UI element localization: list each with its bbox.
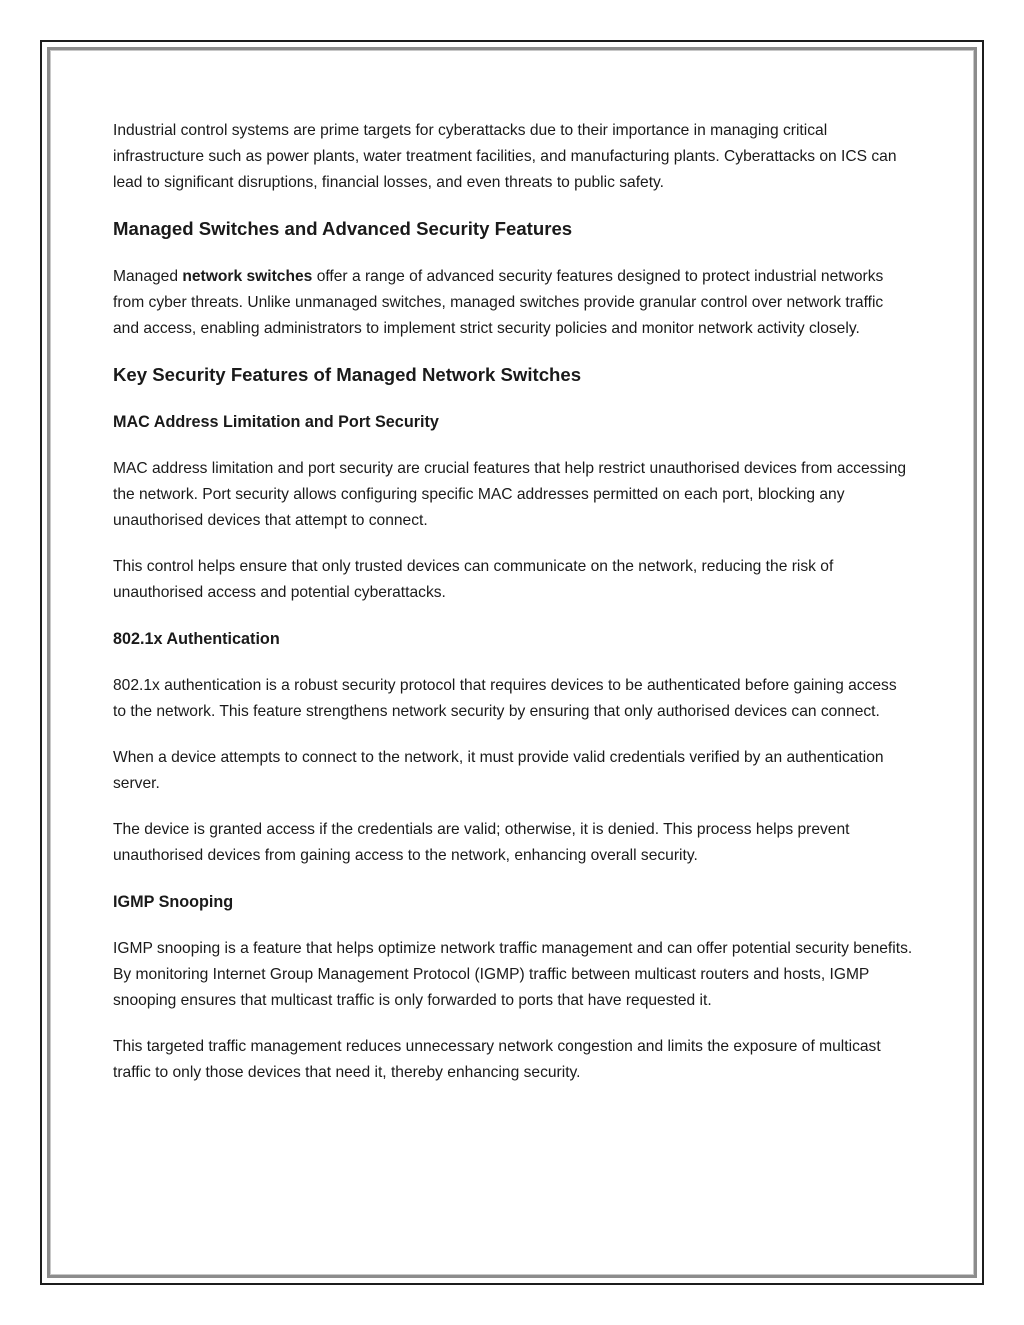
mac-paragraph-2: This control helps ensure that only trusted devices can communicate on the network, reducing the risk of unauthorised access and potential cyberattacks. xyxy=(113,558,834,601)
managed-switches-paragraph xyxy=(113,264,913,342)
auth-paragraph-1: 802.1x authentication is a robust security protocol that requires devices to be authenticated before gaining access to the network. This feature strengthens network security by ensuring that only authorised devices can connect. xyxy=(113,677,897,720)
heading-managed-switches: Managed Switches and Advanced Security Features xyxy=(113,218,573,239)
managed-switches-paragraph-start: Managed xyxy=(113,268,183,285)
managed-switches-paragraph-rest: offer a range of advanced security features designed to protect industrial networks from cyber threats. Unlike unmanaged switches, managed switches provide granular control over network traffic and access, enabling administrators to implement strict security policies and monitor network activity closely. xyxy=(113,268,884,337)
mac-paragraph-1: MAC address limitation and port security are crucial features that help restrict unauthorised devices from accessing the network. Port security allows configuring specific MAC addresses permitted on each port, blocking any unauthorised devices that attempt to connect. xyxy=(113,460,907,529)
heading-igmp-snooping: IGMP Snooping xyxy=(113,893,234,911)
document-body xyxy=(113,118,913,1106)
network-switches-bold: network switches xyxy=(182,268,313,285)
heading-mac-address-limitation: MAC Address Limitation and Port Security xyxy=(113,413,439,431)
igmp-paragraph-1: IGMP snooping is a feature that helps optimize network traffic management and can offer potential security benefits. By monitoring Internet Group Management Protocol (IGMP) traffic between multicast routers and hosts, IGMP snooping ensures that multicast traffic is only forwarded to ports that have requested it. xyxy=(113,940,913,1009)
heading-key-security-features: Key Security Features of Managed Network Switches xyxy=(113,364,582,385)
auth-paragraph-2: When a device attempts to connect to the network, it must provide valid credentials verified by an authentication server. xyxy=(113,749,884,792)
auth-paragraph-3: The device is granted access if the credentials are valid; otherwise, it is denied. This process helps prevent unauthorised devices from gaining access to the network, enhancing overall security. xyxy=(113,821,850,864)
intro-paragraph: Industrial control systems are prime targets for cyberattacks due to their importance in managing critical infrastructure such as power plants, water treatment facilities, and manufacturing plants. Cyberattacks on ICS can lead to significant disruptions, financial losses, and even threats to public safety. xyxy=(113,122,897,191)
heading-8021x-authentication: 802.1x Authentication xyxy=(113,630,280,648)
igmp-paragraph-2: This targeted traffic management reduces unnecessary network congestion and limits the exposure of multicast traffic to only those devices that need it, thereby enhancing security. xyxy=(113,1038,881,1081)
